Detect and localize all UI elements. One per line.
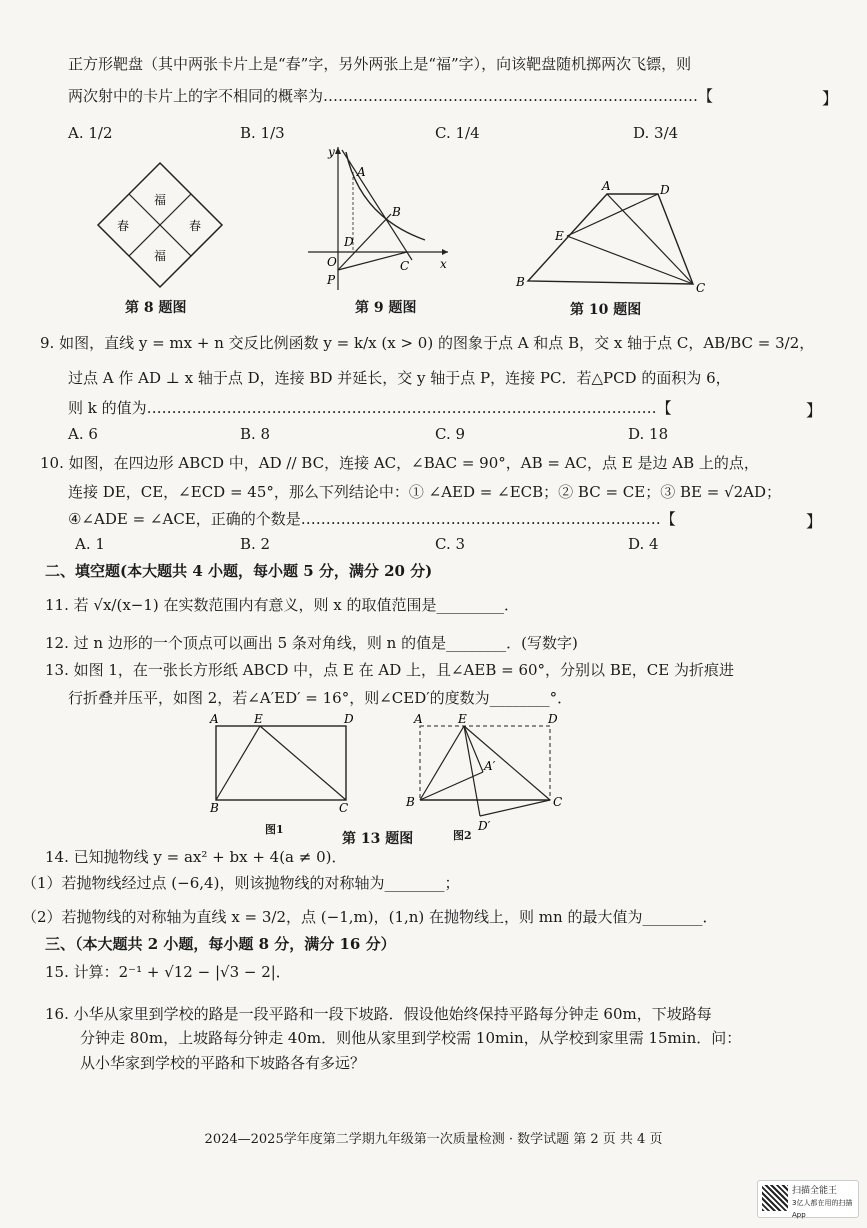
q15-stem: 15. 计算：2⁻¹ + √12 − |√3 − 2|． [45,963,291,981]
fig13-2-point-d-prime: D′ [478,819,491,833]
q9-stem-line2: 过点 A 作 AD ⊥ x 轴于点 D，连接 BD 并延长，交 y 轴于点 P，连接 PC．若△PCD 的面积为 6， [68,369,731,387]
q8-option-a: A. 1/2 [68,124,113,142]
q8-stem-line2: 两次射中的卡片上的字不相同的概率为…………………………………………………………………【 [68,87,714,105]
fig9-point-b: B [392,205,401,219]
figure-8-dartboard [95,160,225,290]
fig13-1-point-a: A [210,712,219,726]
fig13-2-point-a-prime: A′ [484,759,496,773]
section-2-heading: 二、填空题(本大题共 4 小题，每小题 5 分，满分 20 分) [45,562,433,580]
stamp-subtitle: 3亿人都在用的扫描App [792,1199,853,1219]
q13-stem-line1: 13. 如图 1，在一张长方形纸 ABCD 中，点 E 在 AD 上，且∠AEB = 60°，分别以 BE，CE 为折痕进 [45,661,734,679]
fig13-2-point-c: C [553,795,563,809]
fig10-point-e: E [555,229,564,243]
q10-option-b: B. 2 [240,535,271,553]
fig13-1-point-c: C [339,801,349,815]
q8-stem-line1: 正方形靶盘（其中两张卡片上是“春”字，另外两张上是“福”字），向该靶盘随机掷两次飞镖，则 [68,55,692,73]
fig13-2-point-a: A [414,712,423,726]
q14-part1: （1）若抛物线经过点 (−6,4)，则该抛物线的对称轴为________； [22,874,460,892]
fig9-y-axis-label: y [328,145,335,159]
q12-stem: 12. 过 n 边形的一个顶点可以画出 5 条对角线，则 n 的值是________．(写数字) [45,634,578,652]
q10-stem-line3: ④∠ADE = ∠ACE，正确的个数是………………………………………………………………【 [68,510,676,528]
board-right-label: 春 [189,219,202,233]
q10-option-a: A. 1 [75,535,105,553]
q9-stem-line1: 9. 如图，直线 y = mx + n 交反比例函数 y = k/x (x > 0) 的图象于点 A 和点 B，交 x 轴于点 C，AB/BC = 3/2， [40,334,815,352]
fig10-point-c: C [696,281,706,295]
fig13-2-point-d: D [548,712,558,726]
scanner-watermark [757,1180,859,1218]
q16-stem-line2: 分钟走 80m，上坡路每分钟走 40m．则他从家里到学校需 10min，从学校到家里需 15min．问： [80,1029,742,1047]
q10-option-d: D. 4 [628,535,659,553]
q8-option-d: D. 3/4 [633,124,679,142]
fig10-caption: 第 10 题图 [570,302,642,318]
figure-13-folding [200,712,585,840]
fig9-point-p: P [327,273,336,287]
qr-code-icon [762,1185,788,1211]
fig9-x-axis-label: x [440,257,447,271]
fig13-2-point-b: B [406,795,415,809]
fig9-caption: 第 9 题图 [355,300,417,316]
q9-option-b: B. 8 [240,425,271,443]
q14-part2: （2）若抛物线的对称轴为直线 x = 3/2，点 (−1,m)，(1,n) 在抛物线上，则 mn 的最大值为________． [22,908,718,926]
q10-stem-line2: 连接 DE，CE，∠ECD = 45°，那么下列结论中：① ∠AED = ∠ECB；② BC = CE；③ BE = √2AD； [68,483,782,501]
figure-9-graph [300,142,460,292]
section-3-heading: 三、（本大题共 2 小题，每小题 8 分，满分 16 分） [45,935,396,953]
q9-option-c: C. 9 [435,425,466,443]
q9-option-a: A. 6 [68,425,98,443]
stamp-title: 扫描全能王 [792,1186,838,1196]
fig9-point-d: D [344,235,354,249]
page-footer: 2024—2025学年度第二学期九年级第一次质量检测 · 数学试题 第 2 页 共 4 页 [204,1132,663,1147]
q16-stem-line1: 16. 小华从家里到学校的路是一段平路和一段下坡路．假设他始终保持平路每分钟走 60m，下坡路每 [45,1005,712,1023]
q8-option-b: B. 1/3 [240,124,285,142]
fig8-caption: 第 8 题图 [125,300,187,316]
fig13-1-caption: 图1 [265,823,284,836]
q16-stem-line3: 从小华家到学校的平路和下坡路各有多远？ [80,1054,366,1072]
fig9-point-a: A [357,165,366,179]
q9-bracket-close: 】 [806,401,823,420]
figure-10-quadrilateral [510,178,715,296]
q9-stem-line3: 则 k 的值为…………………………………………………………………………………………【 [68,399,672,417]
fig10-point-d: D [660,183,670,197]
q11-stem: 11. 若 √x/(x−1) 在实数范围内有意义，则 x 的取值范围是_________． [45,596,520,614]
q14-stem-line1: 14. 已知抛物线 y = ax² + bx + 4(a ≠ 0)． [45,848,347,866]
fig10-point-b: B [516,275,525,289]
q8-bracket-close: 】 [822,89,839,108]
board-top-label: 福 [154,193,167,207]
fig9-origin-label: O [327,255,337,269]
q10-stem-line1: 10. 如图，在四边形 ABCD 中，AD // BC，连接 AC，∠BAC = 90°，AB = AC，点 E 是边 AB 上的点， [40,454,759,472]
q9-option-d: D. 18 [628,425,669,443]
q13-stem-line2: 行折叠并压平，如图 2，若∠A′ED′ = 16°，则∠CED′的度数为________°． [68,689,573,707]
fig13-1-point-b: B [210,801,219,815]
board-bottom-label: 福 [154,249,167,263]
fig13-1-point-d: D [344,712,354,726]
fig13-caption: 第 13 题图 [342,831,414,847]
fig13-2-point-e: E [458,712,467,726]
q10-option-c: C. 3 [435,535,466,553]
board-left-label: 春 [117,219,130,233]
q8-option-c: C. 1/4 [435,124,480,142]
fig13-1-point-e: E [254,712,263,726]
q10-bracket-close: 】 [806,512,823,531]
fig10-point-a: A [602,179,611,193]
fig9-point-c: C [400,259,410,273]
fig13-2-caption: 图2 [453,829,472,842]
